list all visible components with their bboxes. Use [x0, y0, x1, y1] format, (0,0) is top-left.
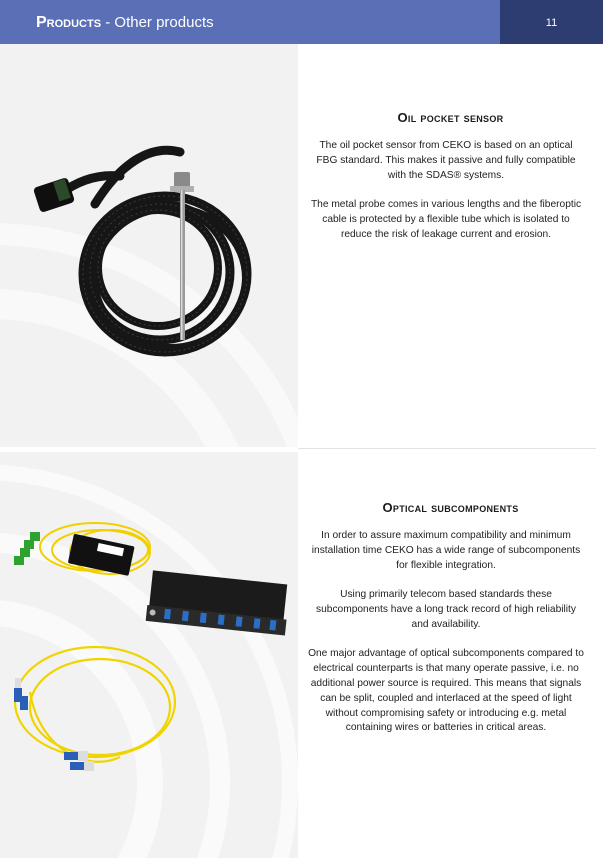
optical-paragraph: One major advantage of optical subcomponents compared to electrical counterparts is that many operate passive, i.e. no additional power source is required. This means that signals can be split, coupled and interlaced at the speed of light without compromising safety or introducing e.g. metal containing wires or batteries in critical areas. [308, 648, 584, 734]
optical-components-photo [0, 452, 298, 858]
oil-sensor-photo [0, 44, 298, 447]
oil-sensor-image-panel [0, 44, 298, 447]
optical-paragraph: In order to assure maximum compatibility and minimum installation time CEKO has a wide range of subcomponents for flexible integration. [311, 530, 581, 571]
oil-sensor-paragraph: The oil pocket sensor from CEKO is based on an optical FBG standard. This makes it passive and fully compatible with the SDAS® systems. [316, 140, 576, 181]
oil-sensor-paragraph: The metal probe comes in various lengths and the fiberoptic cable is protected by a flexible tube which is isolated to reduce the risk of leakage current and erosion. [310, 199, 582, 240]
optical-title: Optical subcomponents [382, 500, 519, 515]
page-number: 11 [545, 17, 558, 29]
optical-text [308, 529, 584, 751]
header-subsection: - Other products [105, 14, 214, 31]
optical-image-panel [0, 452, 298, 858]
optical-paragraph: Using primarily telecom based standards these subcomponents have a long track record of high reliability and availability. [316, 589, 576, 630]
header-section: Products [36, 14, 102, 31]
oil-sensor-text [308, 139, 584, 257]
oil-sensor-title: Oil pocket sensor [397, 110, 504, 125]
section-divider-line [298, 448, 596, 449]
page-number-box [500, 0, 603, 44]
header-title [36, 14, 214, 32]
